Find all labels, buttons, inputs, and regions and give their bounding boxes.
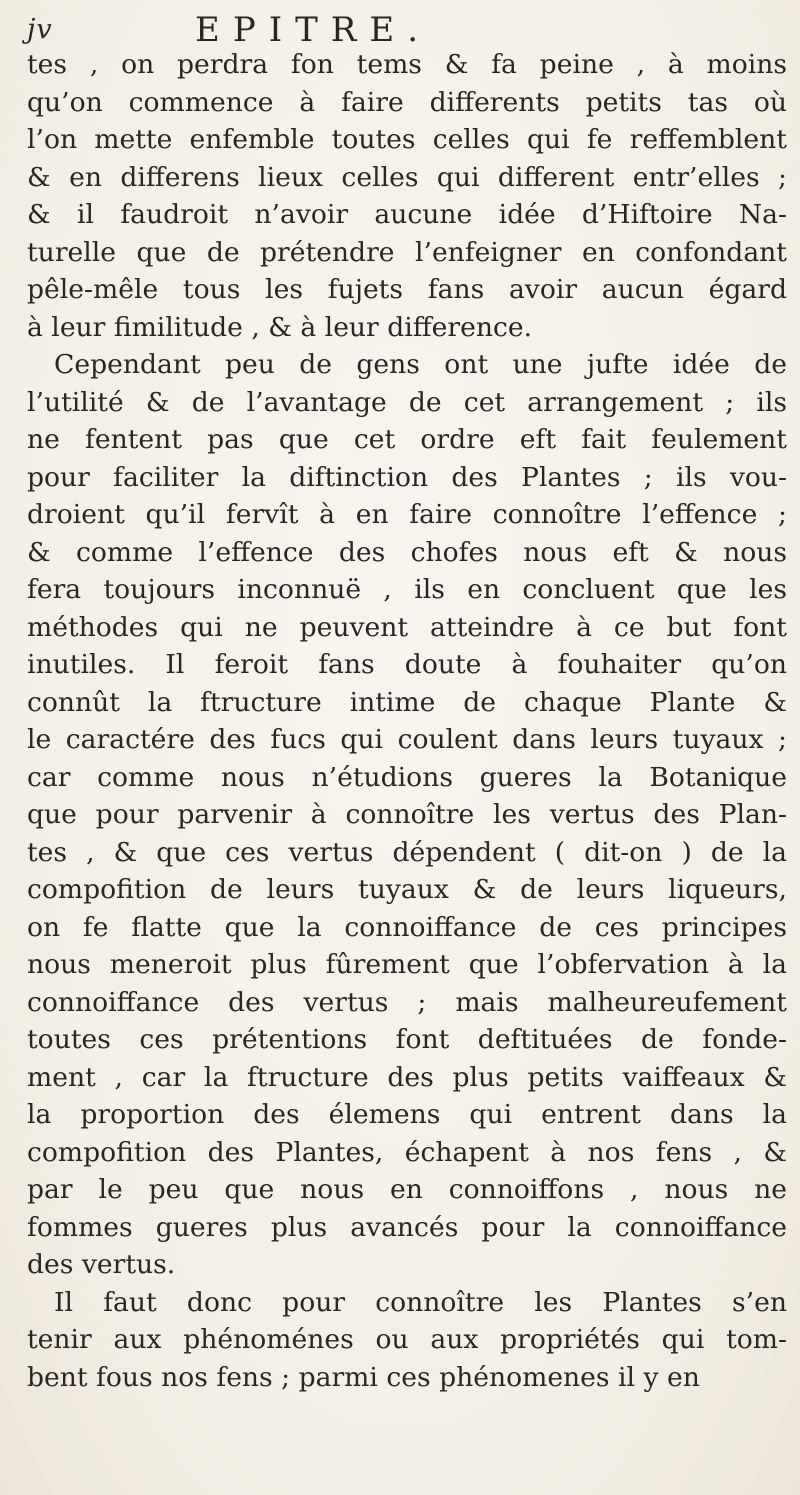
text-line: par le peu que nous en connoiffons , nous ne: [27, 1174, 787, 1205]
text-line: & en differens lieux celles qui different entr’elles ;: [27, 161, 787, 193]
text-line: la proportion des élemens qui entrent dans la: [27, 1099, 787, 1130]
text-line: bent fous nos fens ; parmi ces phénomenes il y en: [27, 1361, 700, 1393]
page-number: jv: [27, 14, 53, 45]
text-line: le caractére des fucs qui coulent dans leurs tuyaux ;: [27, 724, 787, 755]
text-line: connoiffance des vertus ; mais malheureufement: [27, 986, 787, 1018]
text-line: toutes ces prétentions font deftituées de fonde-: [27, 1024, 787, 1055]
text-line: des vertus.: [27, 1249, 176, 1280]
text-line: & il faudroit n’avoir aucune idée d’Hiftoire Na-: [27, 199, 787, 230]
text-line: l’utilité & de l’avantage de cet arrangement ; ils: [27, 386, 787, 418]
text-line: ne fentent pas que cet ordre eft fait feulement: [27, 424, 787, 455]
text-line: ment , car la ftructure des plus petits vaiffeaux &: [27, 1061, 787, 1093]
text-line: droient qu’il fervît à en faire connoître l’effence ;: [27, 499, 787, 530]
body-text: [27, 46, 787, 1396]
text-line: à leur fimilitude , & à leur difference.: [27, 311, 533, 343]
text-line: car comme nous n’étudions gueres la Botanique: [27, 761, 787, 793]
text-line: tes , & que ces vertus dépendent ( dit-on ) de la: [27, 836, 787, 868]
text-line: compofition de leurs tuyaux & de leurs liqueurs,: [27, 874, 787, 905]
text-line: turelle que de prétendre l’enfeigner en confondant: [27, 236, 787, 268]
text-line: & comme l’effence des chofes nous eft & nous: [27, 536, 787, 568]
text-line: pêle-mêle tous les fujets fans avoir aucun égard: [27, 274, 787, 305]
text-line: fommes gueres plus avancés pour la connoiffance: [27, 1211, 787, 1243]
text-line: tenir aux phénoménes ou aux propriétés qui tom-: [27, 1324, 787, 1355]
text-line: Il faut donc pour connoître les Plantes s’en: [54, 1286, 787, 1318]
text-line: pour faciliter la diftinction des Plantes ; ils vou-: [27, 461, 787, 493]
text-line: connût la ftructure intime de chaque Plante &: [27, 686, 787, 718]
text-line: inutiles. Il feroit fans doute à fouhaiter qu’on: [27, 649, 787, 680]
text-line: méthodes qui ne peuvent atteindre à ce but font: [27, 611, 787, 643]
text-line: Cependant peu de gens ont une jufte idée de: [54, 349, 787, 380]
text-line: que pour parvenir à connoître les vertus des Plan-: [27, 799, 787, 830]
text-line: l’on mette enfemble toutes celles qui fe reffemblent: [27, 124, 787, 155]
text-line: qu’on commence à faire differents petits tas où: [27, 86, 787, 118]
text-line: compofition des Plantes, échapent à nos fens , &: [27, 1136, 787, 1168]
page-header: [0, 10, 800, 50]
text-line: fera toujours inconnuë , ils en concluent que les: [27, 574, 787, 605]
running-title: EPITRE.: [195, 10, 432, 50]
text-line: on fe flatte que la connoiffance de ces principes: [27, 911, 787, 943]
text-line: tes , on perdra fon tems & fa peine , à moins: [27, 49, 787, 80]
text-line: nous meneroit plus fûrement que l’obfervation à la: [27, 949, 787, 980]
